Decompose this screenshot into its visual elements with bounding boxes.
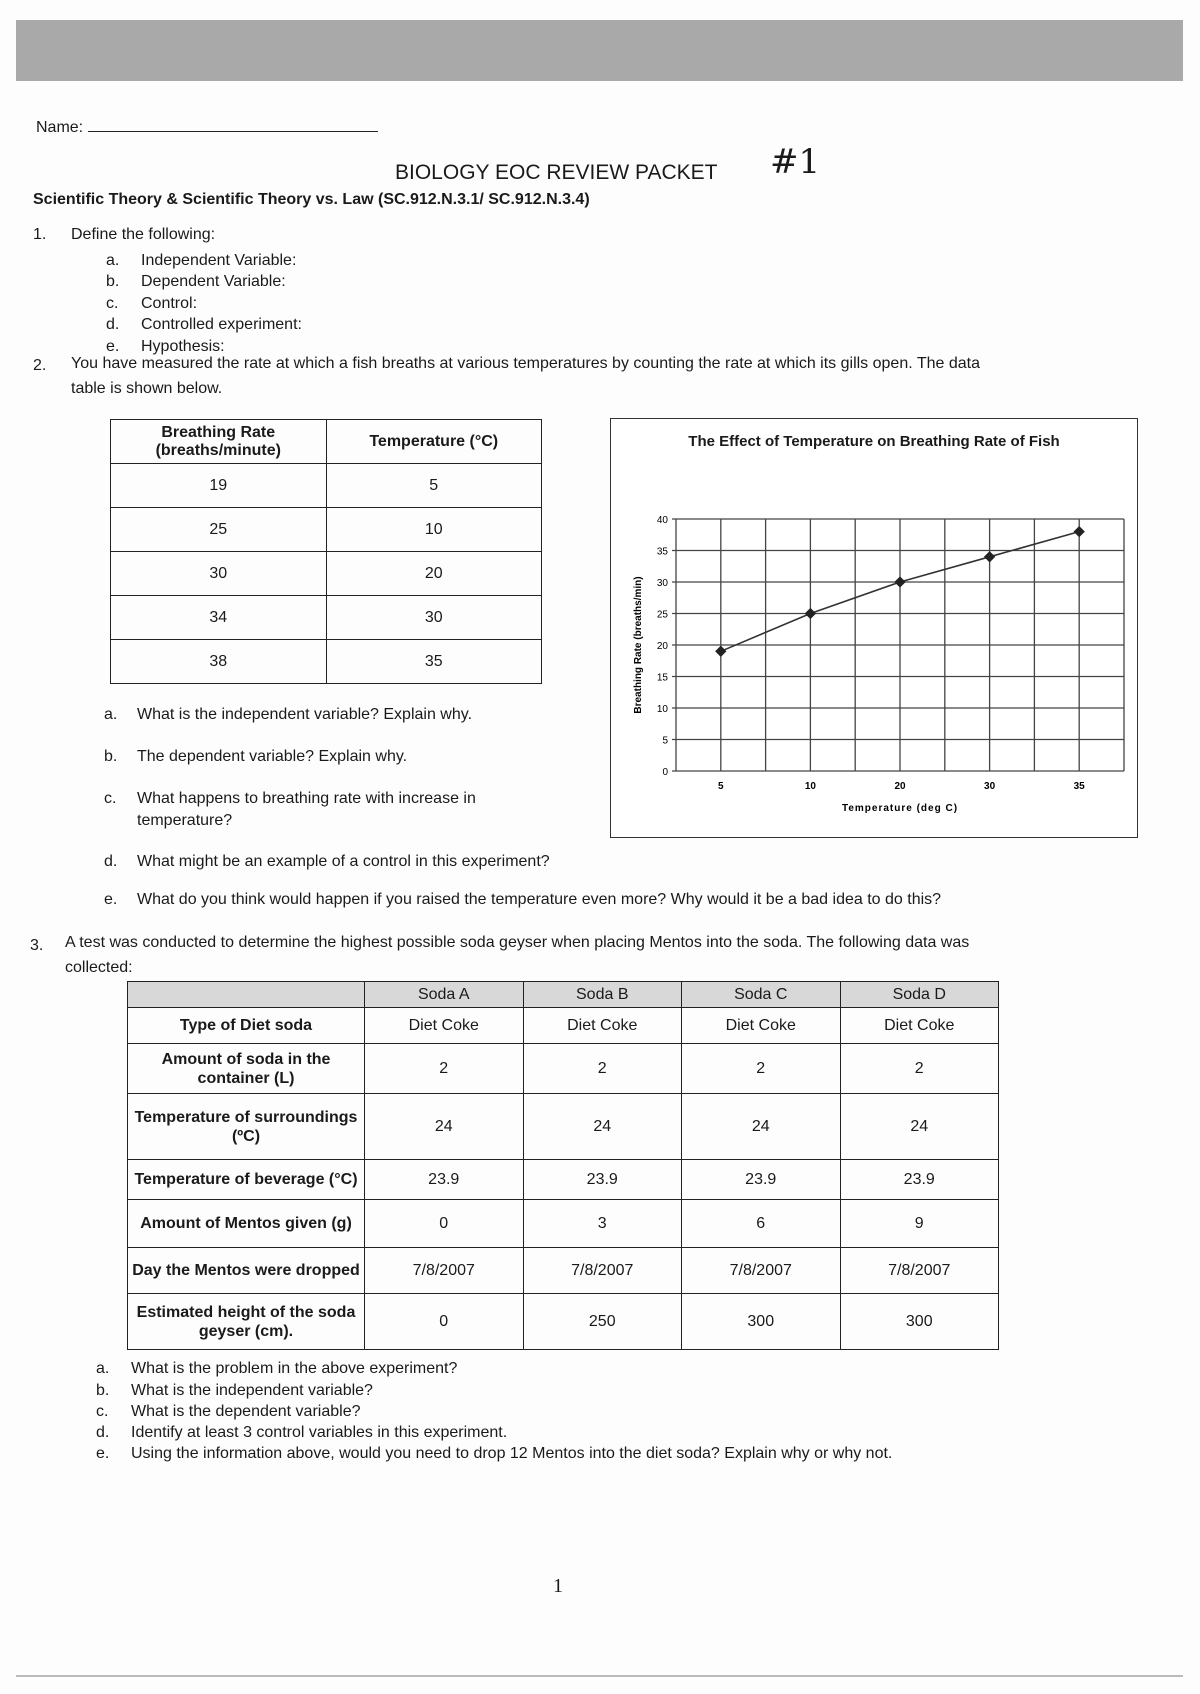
breathing-rate-cell: 19 <box>111 464 327 508</box>
temperature-cell: 5 <box>326 464 542 508</box>
q3-item-letter: b. <box>96 1382 110 1399</box>
table-row <box>111 464 542 508</box>
value-cell: 23.9 <box>365 1160 524 1200</box>
breathing-rate-chart <box>610 418 1138 838</box>
table-row <box>128 1200 999 1248</box>
q1-item-letter: b. <box>106 273 120 290</box>
value-cell: 23.9 <box>840 1160 999 1200</box>
q3-text-line1: A test was conducted to determine the highest possible soda geyser when placing Mentos into the soda. The following data was <box>65 934 970 951</box>
value-cell: 3 <box>523 1200 682 1248</box>
q3-text-line2: collected: <box>65 959 133 976</box>
value-cell: Diet Coke <box>523 1008 682 1044</box>
temperature-cell: 35 <box>326 640 542 684</box>
temperature-cell: 30 <box>326 596 542 640</box>
row-label: Amount of Mentos given (g) <box>128 1200 365 1248</box>
value-cell: 300 <box>682 1294 841 1350</box>
table-row <box>128 1008 999 1044</box>
chart-plot <box>611 419 1137 837</box>
value-cell: 24 <box>840 1094 999 1160</box>
y-tick-label: 25 <box>656 609 668 621</box>
value-cell: 7/8/2007 <box>523 1248 682 1294</box>
value-cell: 300 <box>840 1294 999 1350</box>
temperature-cell: 20 <box>326 552 542 596</box>
q3-item-text: What is the problem in the above experiment? <box>131 1360 458 1377</box>
x-tick-label: 5 <box>718 781 724 792</box>
y-tick-label: 5 <box>662 735 668 747</box>
y-tick-label: 30 <box>656 578 668 589</box>
q1-item-letter: c. <box>106 295 119 312</box>
value-cell: 23.9 <box>523 1160 682 1200</box>
handwritten-number: #1 <box>770 142 821 182</box>
table-row <box>128 1294 999 1350</box>
q2-item-text-cont: temperature? <box>137 812 233 829</box>
page-number: 1 <box>553 1575 563 1597</box>
y-axis-label: Breathing Rate (breaths/min) <box>633 576 644 714</box>
value-cell: 2 <box>523 1044 682 1094</box>
corner-cell <box>128 982 365 1008</box>
row-label: Temperature of surroundings (ºC) <box>128 1094 365 1160</box>
q2-item-letter: d. <box>104 853 118 870</box>
y-tick-label: 35 <box>656 546 668 558</box>
mentos-soda-table <box>127 981 999 1350</box>
value-cell: Diet Coke <box>682 1008 841 1044</box>
name-field <box>36 117 378 137</box>
value-cell: 0 <box>365 1294 524 1350</box>
q3-number: 3. <box>30 937 44 954</box>
breathing-rate-table <box>110 419 542 684</box>
row-label: Temperature of beverage (°C) <box>128 1160 365 1200</box>
data-point <box>805 608 816 619</box>
name-label: Name: <box>36 119 84 136</box>
q2-item-text: What do you think would happen if you raised the temperature even more? Why would it be a bad idea to do this? <box>137 891 942 908</box>
section-subtitle: Scientific Theory & Scientific Theory vs. Law (SC.912.N.3.1/ SC.912.N.3.4) <box>33 191 590 208</box>
table-row <box>128 1044 999 1094</box>
scan-bottom-edge <box>16 1675 1183 1677</box>
y-tick-label: 20 <box>656 641 668 652</box>
value-cell: 23.9 <box>682 1160 841 1200</box>
row-label: Estimated height of the soda geyser (cm). <box>128 1294 365 1350</box>
x-tick-label: 10 <box>804 781 816 792</box>
data-point <box>894 576 905 587</box>
table-row <box>111 596 542 640</box>
header-breathing-rate: Breathing Rate (breaths/minute) <box>111 420 327 464</box>
y-tick-label: 40 <box>656 515 668 526</box>
data-point <box>1074 526 1085 537</box>
data-point <box>984 551 995 562</box>
q1-item-letter: d. <box>106 316 120 333</box>
q2-text-line1: You have measured the rate at which a fish breaths at various temperatures by counting the rate at which its gills open. The data <box>71 355 980 372</box>
chart-title: The Effect of Temperature on Breathing Rate of Fish <box>688 433 1060 450</box>
table-row <box>111 508 542 552</box>
table-row <box>128 1248 999 1294</box>
q1-number: 1. <box>33 226 47 243</box>
q2-number: 2. <box>33 357 47 374</box>
table-row <box>128 1160 999 1200</box>
scan-header-bar <box>16 20 1183 81</box>
temperature-cell: 10 <box>326 508 542 552</box>
col-soda-d: Soda D <box>840 982 999 1008</box>
q1-item-text: Control: <box>141 295 198 312</box>
col-soda-c: Soda C <box>682 982 841 1008</box>
q2-item-text: The dependent variable? Explain why. <box>137 748 408 765</box>
value-cell: 7/8/2007 <box>840 1248 999 1294</box>
value-cell: 7/8/2007 <box>365 1248 524 1294</box>
row-label: Day the Mentos were dropped <box>128 1248 365 1294</box>
q3-item-letter: c. <box>96 1403 109 1420</box>
breathing-rate-cell: 38 <box>111 640 327 684</box>
q1-item-letter: e. <box>106 338 120 355</box>
value-cell: 2 <box>840 1044 999 1094</box>
q2-item-text: What happens to breathing rate with increase in <box>137 790 476 807</box>
value-cell: 24 <box>523 1094 682 1160</box>
breathing-rate-cell: 34 <box>111 596 327 640</box>
q1-item-text: Dependent Variable: <box>141 273 286 290</box>
q3-item-text: Using the information above, would you need to drop 12 Mentos into the diet soda? Explain why or why not. <box>131 1445 893 1462</box>
y-tick-label: 10 <box>656 704 668 715</box>
y-tick-label: 15 <box>656 672 668 684</box>
x-tick-label: 20 <box>894 781 906 792</box>
q3-item-text: What is the independent variable? <box>131 1382 373 1399</box>
q3-item-letter: d. <box>96 1424 110 1441</box>
q2-item-letter: c. <box>104 790 117 807</box>
value-cell: 9 <box>840 1200 999 1248</box>
q2-item-text: What is the independent variable? Explain why. <box>137 706 473 723</box>
value-cell: Diet Coke <box>840 1008 999 1044</box>
row-label: Type of Diet soda <box>128 1008 365 1044</box>
value-cell: 6 <box>682 1200 841 1248</box>
q2-item-letter: a. <box>104 706 118 723</box>
x-tick-label: 35 <box>1073 781 1085 792</box>
data-point <box>715 646 726 657</box>
q3-item-letter: e. <box>96 1445 110 1462</box>
q1-item-text: Controlled experiment: <box>141 316 302 333</box>
value-cell: 2 <box>682 1044 841 1094</box>
q2-item-letter: e. <box>104 891 118 908</box>
breathing-rate-cell: 30 <box>111 552 327 596</box>
value-cell: 7/8/2007 <box>682 1248 841 1294</box>
q2-text-line2: table is shown below. <box>71 380 223 397</box>
col-soda-a: Soda A <box>365 982 524 1008</box>
table-row <box>111 552 542 596</box>
page-title: BIOLOGY EOC REVIEW PACKET <box>395 161 718 184</box>
value-cell: 0 <box>365 1200 524 1248</box>
value-cell: Diet Coke <box>365 1008 524 1044</box>
header-temperature: Temperature (°C) <box>326 420 542 464</box>
x-tick-label: 30 <box>984 781 996 792</box>
breathing-rate-cell: 25 <box>111 508 327 552</box>
value-cell: 24 <box>682 1094 841 1160</box>
q1-item-text: Hypothesis: <box>141 338 225 355</box>
q2-item-letter: b. <box>104 748 118 765</box>
q2-item-text: What might be an example of a control in this experiment? <box>137 853 550 870</box>
q3-item-text: What is the dependent variable? <box>131 1403 361 1420</box>
y-tick-label: 0 <box>662 767 668 778</box>
q1-text: Define the following: <box>71 226 216 243</box>
value-cell: 2 <box>365 1044 524 1094</box>
table-row <box>111 640 542 684</box>
value-cell: 250 <box>523 1294 682 1350</box>
q3-item-text: Identify at least 3 control variables in this experiment. <box>131 1424 508 1441</box>
q1-item-letter: a. <box>106 252 120 269</box>
value-cell: 24 <box>365 1094 524 1160</box>
col-soda-b: Soda B <box>523 982 682 1008</box>
name-blank-line <box>88 117 378 132</box>
q1-item-text: Independent Variable: <box>141 252 297 269</box>
x-axis-label: Temperature (deg C) <box>841 803 959 814</box>
q3-item-letter: a. <box>96 1360 110 1377</box>
row-label: Amount of soda in the container (L) <box>128 1044 365 1094</box>
table-row <box>128 1094 999 1160</box>
